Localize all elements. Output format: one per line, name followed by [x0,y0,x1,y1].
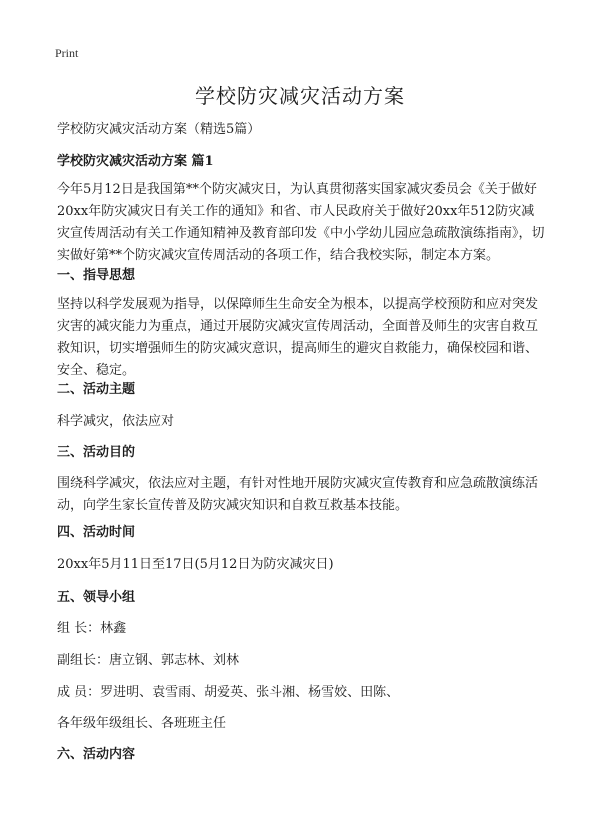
heading-activity-content: 六、活动内容 [57,747,136,762]
intro-paragraph: 今年5月12日是我国第**个防灾减灾日，为认真贯彻落实国家减灾委员会《关于做好20xx年防灾减灾日有关工作的通知》和省、市人民政府关于做好20xx年512防灾减灾宣传周活动有关工作通知精神及教育部印发《中小学幼儿园应急疏散演练指南》，切实做好第**个防灾减灾宣传周活动的各项工作，结合我校实际，制定本方案。 [57,182,545,263]
paragraph-activity-purpose: 围绕科学减灾，依法应对主题，有针对性地开展防灾减灾宣传教育和应急疏散演练活动，向学生家长宣传普及防灾减灾知识和自救互救基本技能。 [57,476,539,513]
leadership-leader: 组 长：林鑫 [57,621,127,636]
leadership-deputy: 副组长：唐立钢、郭志林、刘林 [57,653,240,668]
paragraph-activity-theme: 科学减灾，依法应对 [57,414,175,429]
paragraph-guiding-ideology: 坚持以科学发展观为指导，以保障师生生命安全为根本，以提高学校预防和应对突发灾害的减灾能力为重点，通过开展防灾减灾宣传周活动，全面普及师生的灾害自救互救知识，切实增强师生的防灾减灾意识，提高师生的避灾自救能力，确保校园和谐、安全、稳定。 [57,297,539,378]
heading-activity-purpose: 三、活动目的 [57,445,136,460]
section-title: 学校防灾减灾活动方案 篇1 [57,154,214,169]
print-link[interactable]: Print [55,46,79,60]
heading-guiding-ideology: 一、指导思想 [57,268,136,283]
page-title: 学校防灾减灾活动方案 [195,84,405,108]
heading-activity-time: 四、活动时间 [57,525,136,540]
heading-leadership-group: 五、领导小组 [57,590,136,605]
leadership-members: 成 员：罗进明、袁雪雨、胡爱英、张斗湘、杨雪姣、田陈、 [57,685,400,700]
document-subtitle: 学校防灾减灾活动方案（精选5篇） [57,122,261,137]
heading-activity-theme: 二、活动主题 [57,382,136,397]
paragraph-activity-time: 20xx年5月11日至17日(5月12日为防灾减灾日) [57,557,334,572]
leadership-others: 各年级年级组长、各班班主任 [57,716,227,731]
